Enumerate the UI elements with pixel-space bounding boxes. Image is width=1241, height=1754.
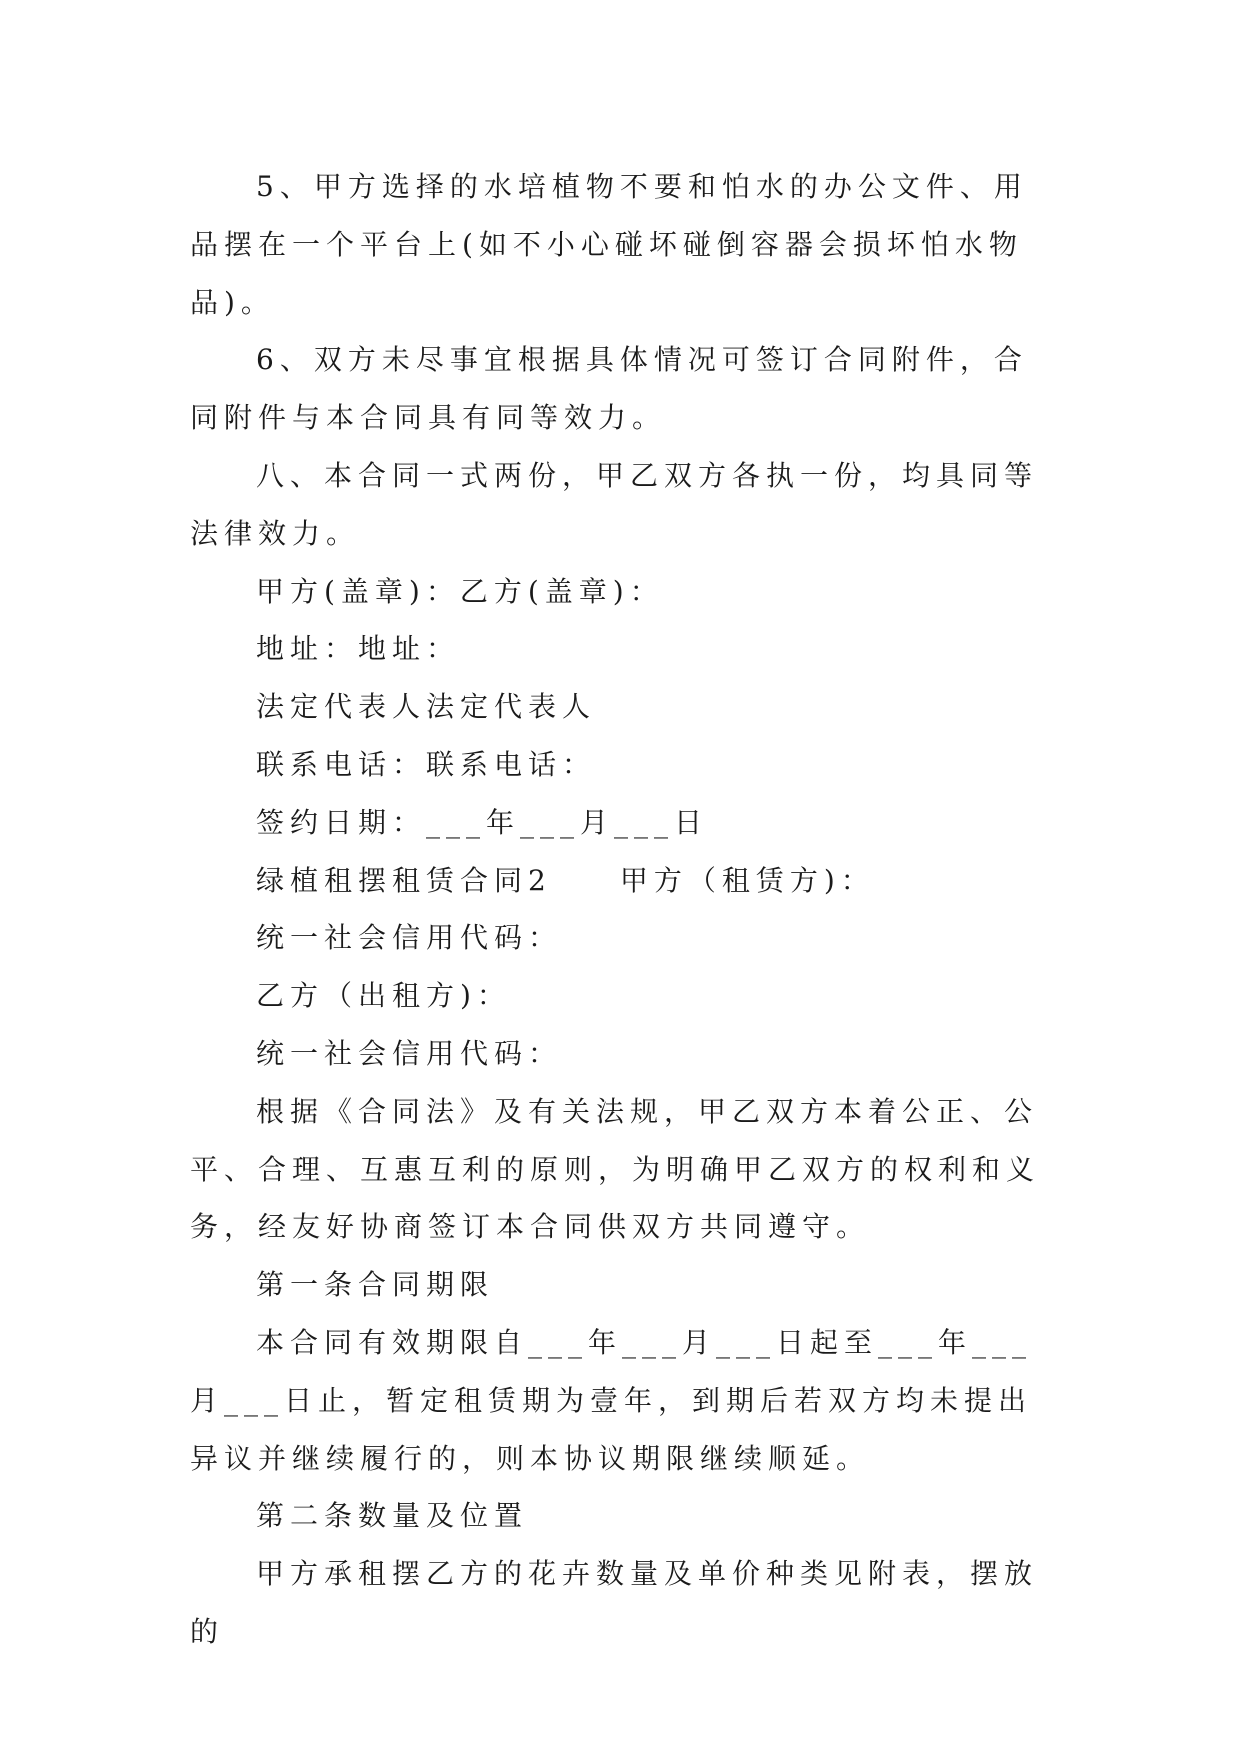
article1-title: 第一条合同期限 bbox=[256, 1268, 495, 1302]
lessor-line: 乙方（出租方)： bbox=[256, 979, 511, 1013]
signature-representative-line: 法定代表人法定代表人 bbox=[256, 690, 597, 724]
document-body bbox=[190, 158, 1058, 1661]
intro-paragraph: 根据《合同法》及有关法规，甲乙双方本着公正、公平、合理、互惠互利的原则，为明确甲乙双方的权利和义务，经友好协商签订本合同供双方共同遵守。 bbox=[190, 1094, 1041, 1244]
signature-phone-line: 联系电话：联系电话： bbox=[256, 747, 597, 781]
paragraph-item-5: 5、甲方选择的水培植物不要和怕水的办公文件、用品摆在一个平台上(如不小心碰坏碰倒容器会损坏怕水物品)。 bbox=[190, 170, 1028, 319]
contract2-title-line: 绿植租摆租赁合同2 甲方（租赁方)： bbox=[256, 863, 875, 897]
credit-code-line-a: 统一社会信用代码： bbox=[256, 921, 563, 955]
credit-code-line-b: 统一社会信用代码： bbox=[256, 1036, 563, 1070]
article2-title: 第二条数量及位置 bbox=[256, 1499, 529, 1533]
signature-party-line: 甲方(盖章)：乙方(盖章)： bbox=[256, 574, 664, 608]
article2-text: 甲方承租摆乙方的花卉数量及单价种类见附表，摆放的 bbox=[190, 1557, 1039, 1648]
paragraph-article-8: 八、本合同一式两份，甲乙双方各执一份，均具同等法律效力。 bbox=[190, 458, 1039, 550]
article1-text: 本合同有效期限自___年___月___日起至___年___月___日止，暂定租赁期为壹年，到期后若双方均未提出异议并继续履行的，则本协议期限继续顺延。 bbox=[190, 1325, 1033, 1475]
paragraph-item-6: 6、双方未尽事宜根据具体情况可签订合同附件，合同附件与本合同具有同等效力。 bbox=[190, 343, 1028, 435]
signature-address-line: 地址：地址： bbox=[256, 632, 461, 666]
signature-date-line: 签约日期：___年___月___日 bbox=[256, 805, 709, 839]
